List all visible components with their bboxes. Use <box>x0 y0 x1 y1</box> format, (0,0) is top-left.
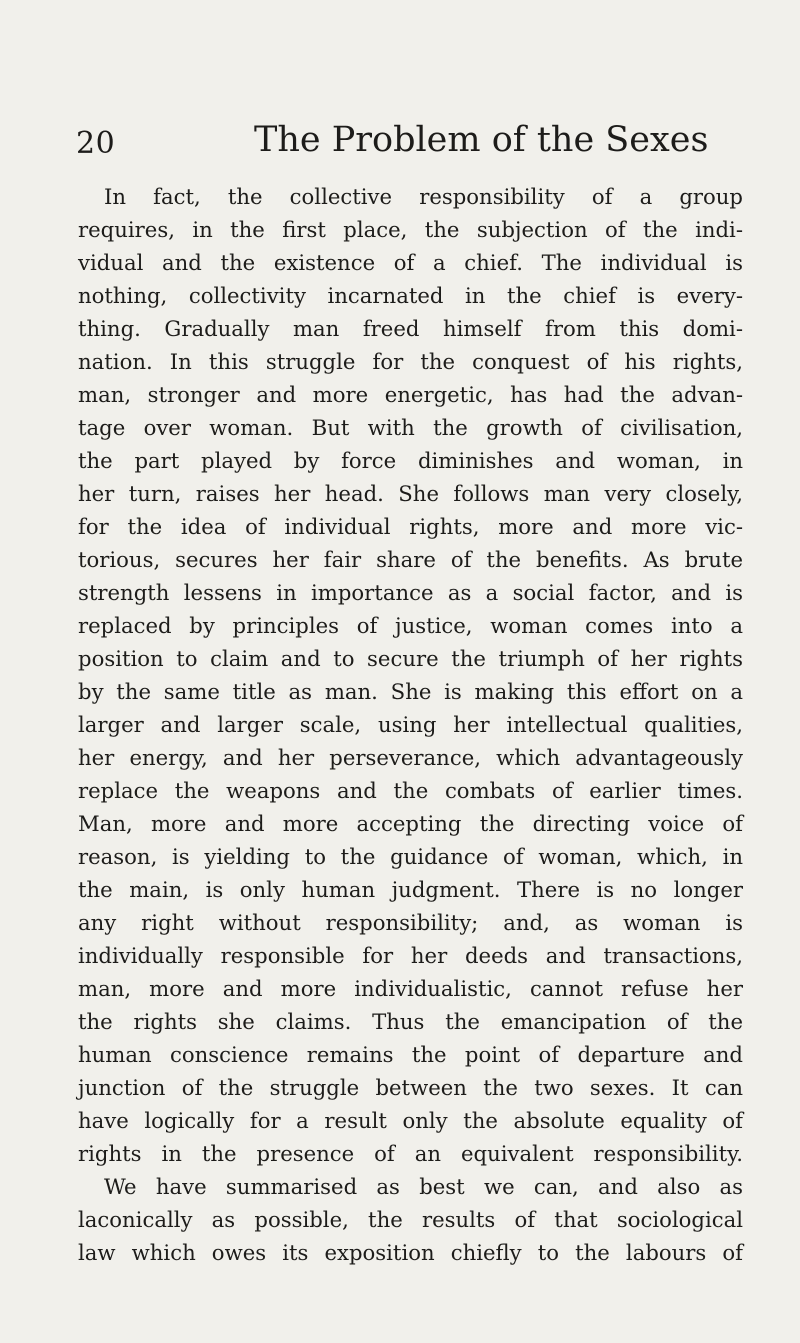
text-line: Man, more and more accepting the directing voice of <box>78 811 743 836</box>
text-line: position to claim and to secure the triumph of her rights <box>78 646 743 671</box>
text-line: the rights she claims. Thus the emancipation of the <box>78 1009 743 1034</box>
text-line: laconically as possible, the results of that sociological <box>78 1207 743 1232</box>
page-header <box>76 118 716 166</box>
text-line: the main, is only human judgment. There is no longer <box>78 877 743 902</box>
text-line: any right without responsibility; and, as woman is <box>78 910 743 935</box>
text-line: nothing, collectivity incarnated in the chief is every- <box>78 283 743 308</box>
running-title: The Problem of the Sexes <box>254 120 709 160</box>
text-line: In fact, the collective responsibility of a group <box>104 184 743 209</box>
text-line: nation. In this struggle for the conquest of his rights, <box>78 349 743 374</box>
text-line: her energy, and her perseverance, which advantageously <box>78 745 743 770</box>
text-line: law which owes its exposition chiefly to the labours of <box>78 1240 743 1265</box>
text-line: strength lessens in importance as a social factor, and is <box>78 580 743 605</box>
text-line: have logically for a result only the absolute equality of <box>78 1108 743 1133</box>
text-line: junction of the struggle between the two sexes. It can <box>78 1075 743 1100</box>
text-line: thing. Gradually man freed himself from this domi- <box>78 316 743 341</box>
text-line: rights in the presence of an equivalent responsibility. <box>78 1141 743 1166</box>
page-number: 20 <box>76 126 116 161</box>
text-line: the part played by force diminishes and woman, in <box>78 448 743 473</box>
text-line: replaced by principles of justice, woman comes into a <box>78 613 743 638</box>
text-line: reason, is yielding to the guidance of woman, which, in <box>78 844 743 869</box>
text-line: vidual and the existence of a chief. The individual is <box>78 250 743 275</box>
text-line: man, stronger and more energetic, has had the advan- <box>78 382 743 407</box>
text-line: requires, in the first place, the subjection of the indi- <box>78 217 743 242</box>
text-line: man, more and more individualistic, cannot refuse her <box>78 976 743 1001</box>
text-line: her turn, raises her head. She follows man very closely, <box>78 481 743 506</box>
text-line: individually responsible for her deeds and transactions, <box>78 943 743 968</box>
body-text <box>78 180 743 1269</box>
text-line: We have summarised as best we can, and also as <box>104 1174 743 1199</box>
text-line: tage over woman. But with the growth of civilisation, <box>78 415 743 440</box>
text-line: larger and larger scale, using her intellectual qualities, <box>78 712 743 737</box>
text-line: replace the weapons and the combats of earlier times. <box>78 778 743 803</box>
text-line: human conscience remains the point of departure and <box>78 1042 743 1067</box>
text-line: for the idea of individual rights, more and more vic- <box>78 514 743 539</box>
text-line: by the same title as man. She is making this effort on a <box>78 679 743 704</box>
text-line: torious, secures her fair share of the benefits. As brute <box>78 547 743 572</box>
